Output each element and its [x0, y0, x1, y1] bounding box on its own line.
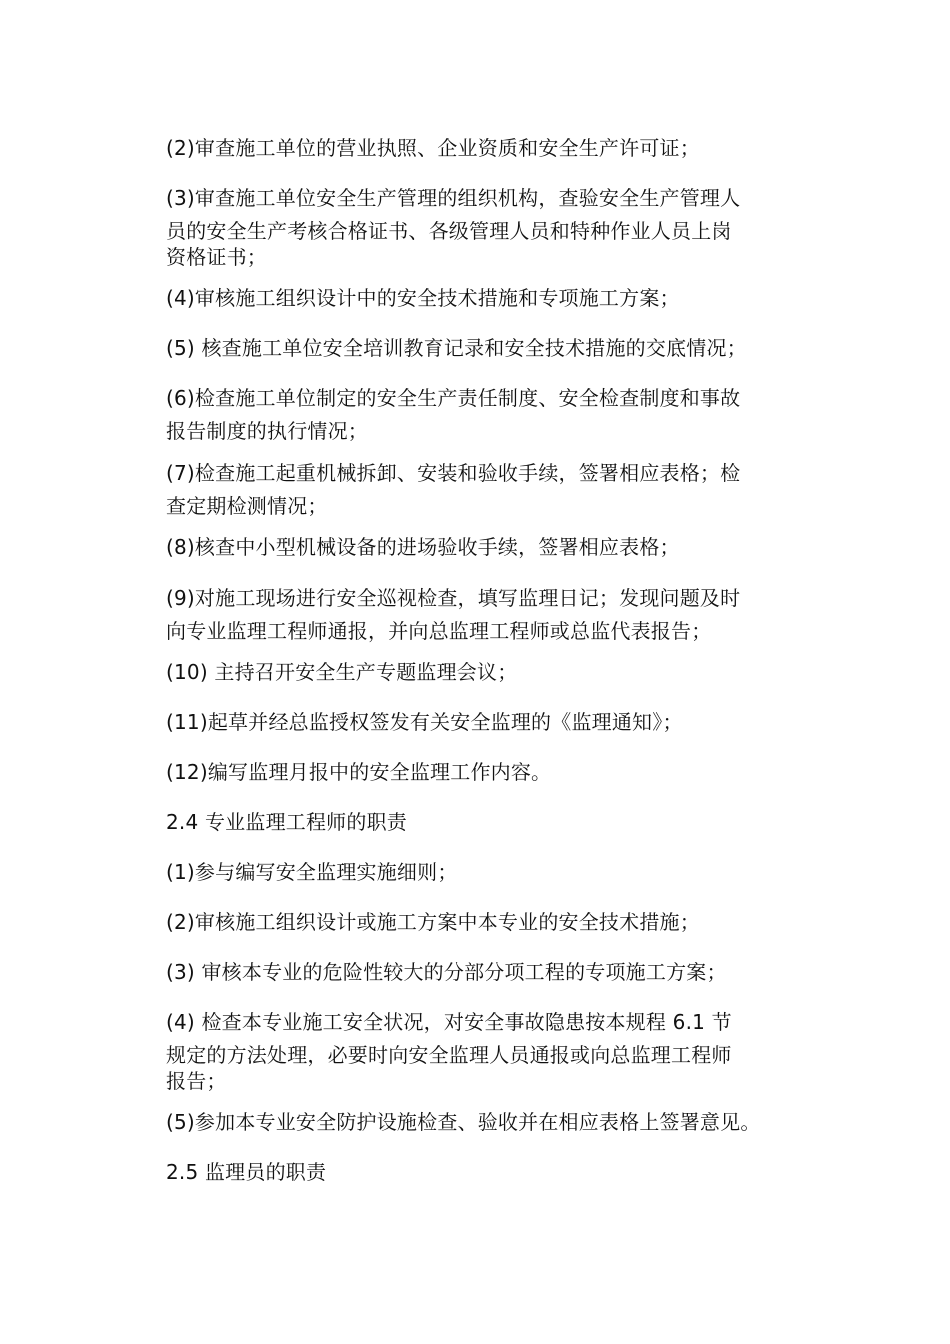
text-line: (1)参与编写安全监理实施细则；	[166, 860, 458, 884]
text-line: (4) 检查本专业施工安全状况，对安全事故隐患按本规程 6.1 节	[166, 1010, 732, 1034]
paragraph-item-5-training-records	[166, 332, 816, 365]
paragraph-item-5-protection-facilities	[166, 1106, 816, 1139]
paragraph-item-11-supervision-notice	[166, 706, 816, 739]
section-heading-2-4	[166, 806, 816, 839]
paragraph-item-2-business-license	[166, 132, 816, 165]
paragraph-item-3-safety-organization	[166, 182, 816, 274]
text-line: (10) 主持召开安全生产专题监理会议；	[166, 660, 518, 684]
text-line: (8)核查中小型机械设备的进场验收手续，签署相应表格；	[166, 535, 680, 559]
section-title: 2.4 专业监理工程师的职责	[166, 810, 407, 834]
text-line: 向专业监理工程师通报，并向总监理工程师或总监代表报告；	[166, 619, 712, 643]
paragraph-item-4-safety-hazards	[166, 1006, 816, 1098]
text-line: (3)审查施工单位安全生产管理的组织机构，查验安全生产管理人	[166, 186, 741, 210]
paragraph-item-12-monthly-report	[166, 756, 816, 789]
text-line: 员的安全生产考核合格证书、各级管理人员和特种作业人员上岗	[166, 219, 732, 243]
text-line: (4)审核施工组织设计中的安全技术措施和专项施工方案；	[166, 286, 680, 310]
text-line: (3) 审核本专业的危险性较大的分部分项工程的专项施工方案；	[166, 960, 727, 984]
paragraph-item-9-site-inspection	[166, 582, 816, 648]
paragraph-item-2-technical-measures	[166, 906, 816, 939]
text-line: 资格证书；	[166, 245, 267, 269]
paragraph-item-10-safety-meeting	[166, 656, 816, 689]
paragraph-item-3-dangerous-works	[166, 956, 816, 989]
text-line: (7)检查施工起重机械拆卸、安装和验收手续，签署相应表格；检	[166, 461, 741, 485]
text-line: (12)编写监理月报中的安全监理工作内容。	[166, 760, 552, 784]
text-line: (6)检查施工单位制定的安全生产责任制度、安全检查制度和事故	[166, 386, 741, 410]
text-line: (5)参加本专业安全防护设施检查、验收并在相应表格上签署意见。	[166, 1110, 761, 1134]
text-line: (5) 核查施工单位安全培训教育记录和安全技术措施的交底情况；	[166, 336, 747, 360]
text-line: 报告制度的执行情况；	[166, 419, 368, 443]
section-heading-2-5	[166, 1156, 816, 1189]
text-line: (2)审查施工单位的营业执照、企业资质和安全生产许可证；	[166, 136, 700, 160]
paragraph-item-6-responsibility-system	[166, 382, 816, 448]
text-line: (9)对施工现场进行安全巡视检查，填写监理日记；发现问题及时	[166, 586, 741, 610]
paragraph-item-4-construction-design	[166, 282, 816, 315]
paragraph-item-7-lifting-machinery	[166, 457, 816, 523]
paragraph-item-8-small-machinery	[166, 531, 816, 564]
text-line: 报告；	[166, 1069, 227, 1093]
text-line: (2)审核施工组织设计或施工方案中本专业的安全技术措施；	[166, 910, 700, 934]
paragraph-item-1-implementation-rules	[166, 856, 816, 889]
text-line: (11)起草并经总监授权签发有关安全监理的《监理通知》；	[166, 710, 683, 734]
text-line: 规定的方法处理，必要时向安全监理人员通报或向总监理工程师	[166, 1043, 732, 1067]
section-title: 2.5 监理员的职责	[166, 1160, 327, 1184]
text-line: 查定期检测情况；	[166, 494, 328, 518]
